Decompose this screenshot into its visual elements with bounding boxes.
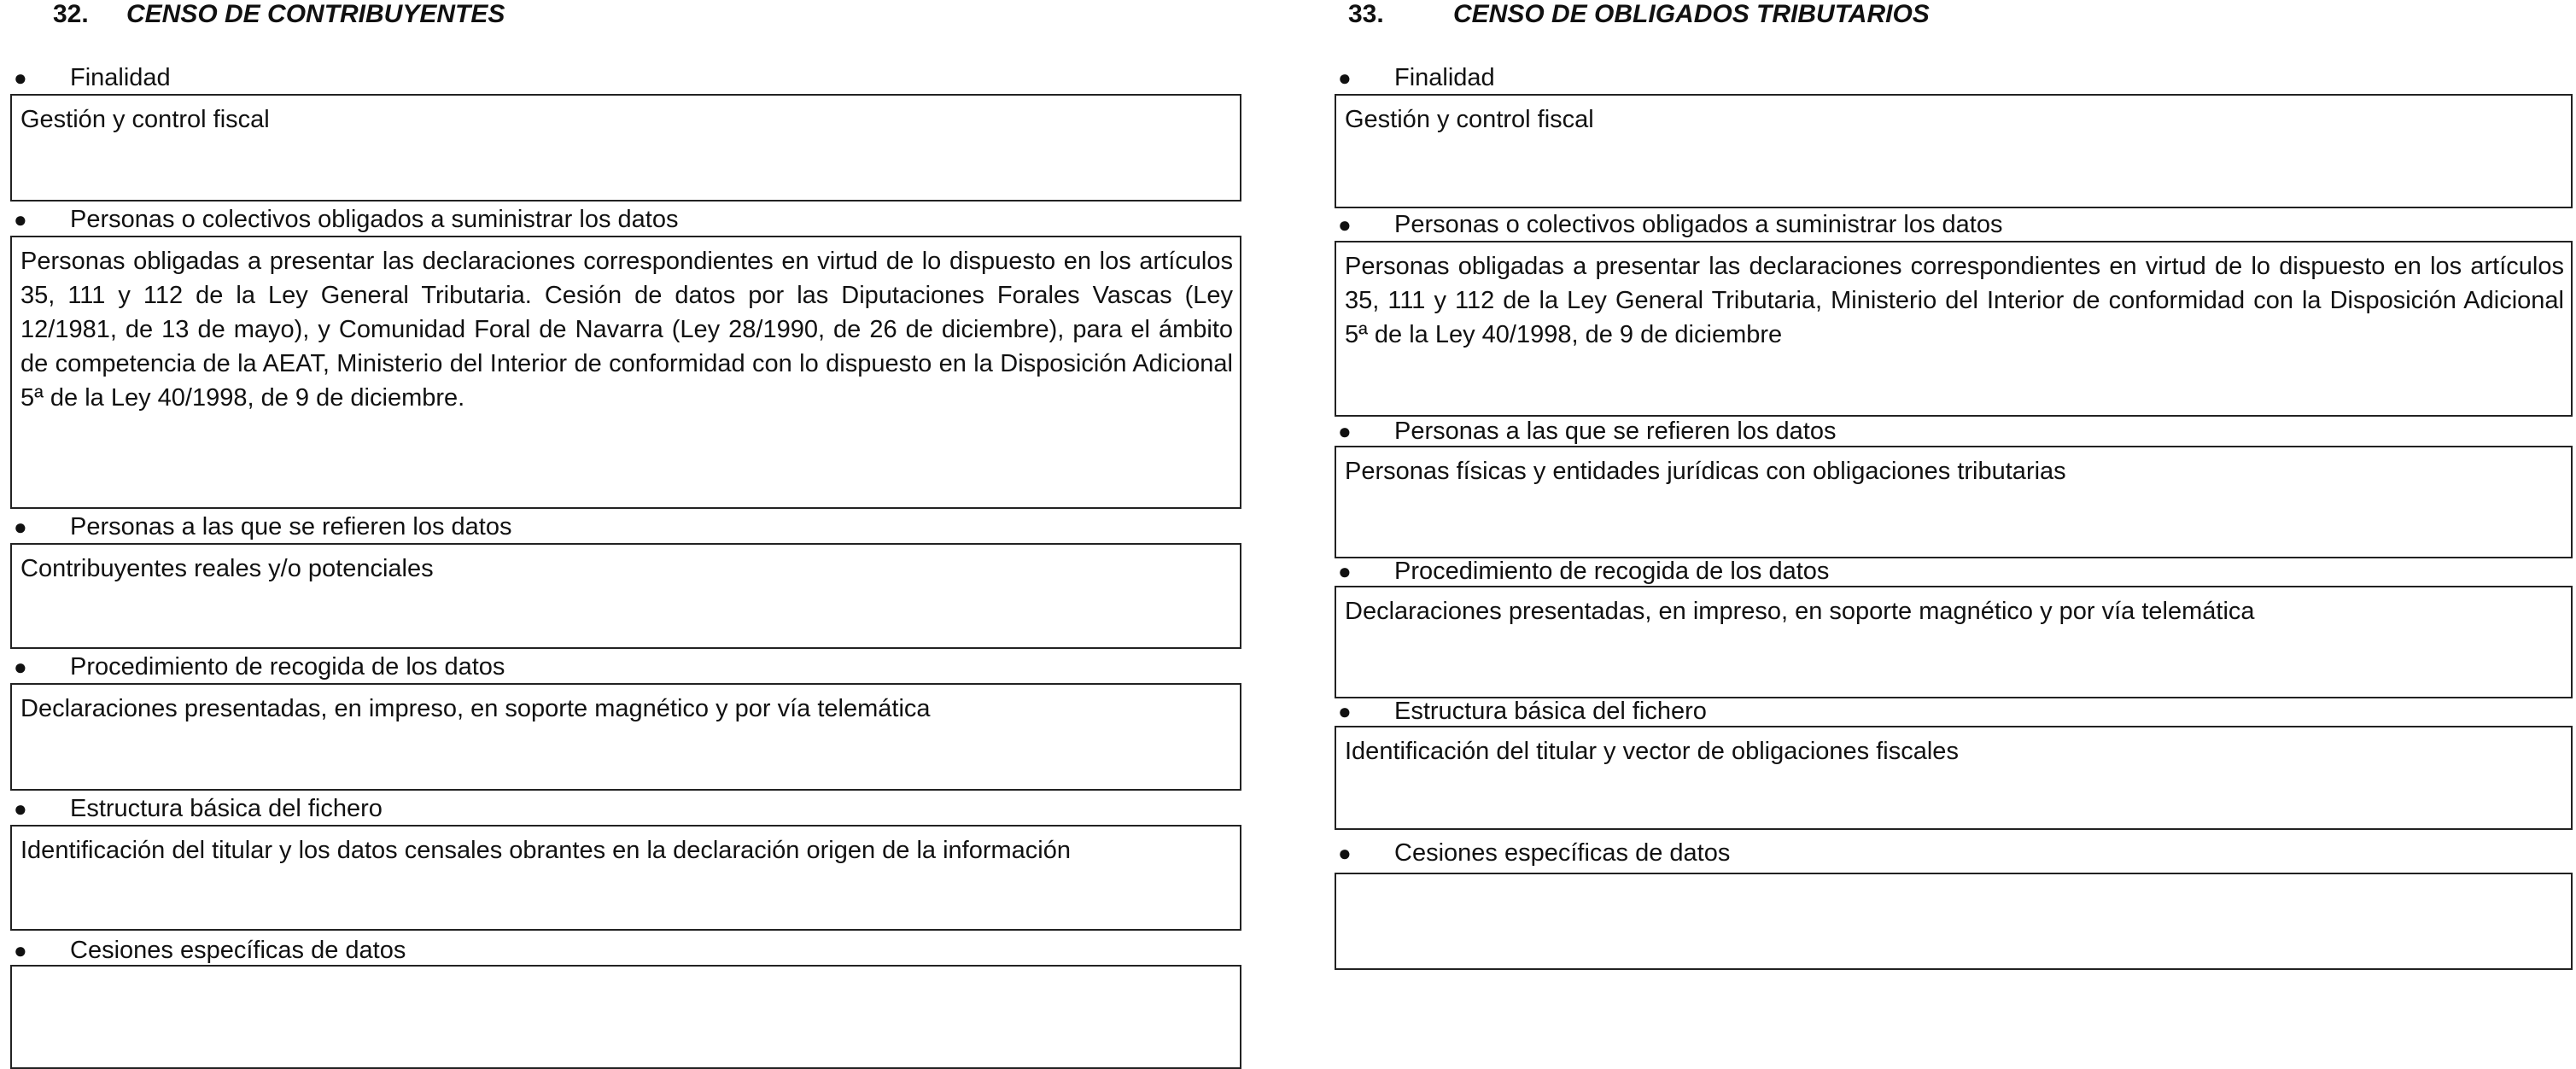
field-value: Identificación del titular y los datos censales obrantes en la declaración origen de la información [20,837,1071,864]
field-box-estructura [10,825,1241,931]
bullet-icon: ● [1338,698,1352,724]
field-box-procedimiento [1335,586,2573,698]
bullet-icon: ● [1338,212,1352,237]
field-value: Personas obligadas a presentar las declaraciones correspondientes en virtud de lo dispuesto en los artículos 35, 111 y 112 de la Ley General Tributaria, Ministerio del Interior de conformidad con la Disposición Adicional 5ª de la Ley 40/1998, de 9 de diciembre [1345,253,2564,348]
field-box-finalidad [10,94,1241,202]
field-value: Identificación del titular y vector de obligaciones fiscales [1345,738,1959,765]
bullet-icon: ● [14,654,27,680]
field-value: Contribuyentes reales y/o potenciales [20,555,434,582]
bullet-icon: ● [14,796,27,821]
field-value: Gestión y control fiscal [20,106,270,133]
field-box-personas [1335,446,2573,558]
field-value: Personas físicas y entidades jurídicas con obligaciones tributarias [1345,458,2066,485]
field-box-estructura [1335,726,2573,830]
bullet-icon: ● [1338,65,1352,91]
section-number: 32. [53,0,89,28]
field-box-personas [10,543,1241,649]
field-box-cesiones [10,965,1241,1069]
field-box-obligados [10,236,1241,509]
field-value: Declaraciones presentadas, en impreso, en soporte magnético y por vía telemática [1345,598,2255,625]
field-box-cesiones [1335,873,2573,970]
bullet-icon: ● [1338,558,1352,584]
bullet-icon: ● [14,65,27,91]
field-box-finalidad [1335,94,2573,208]
bullet-icon: ● [1338,418,1352,444]
field-box-obligados [1335,241,2573,417]
bullet-icon: ● [14,938,27,963]
bullet-icon: ● [14,207,27,232]
bullet-icon: ● [14,514,27,540]
field-value: Gestión y control fiscal [1345,106,1594,133]
section-number: 33. [1348,0,1384,28]
field-value: Declaraciones presentadas, en impreso, en soporte magnético y por vía telemática [20,695,931,722]
section-title: CENSO DE OBLIGADOS TRIBUTARIOS [1453,0,1930,28]
field-value: Personas obligadas a presentar las declaraciones correspondientes en virtud de lo dispuesto en los artículos 35, 111 y 112 de la Ley General Tributaria. Cesión de datos por las Diputaciones Forales Vascas (Ley 12/1981, de 13 de mayo), y Comunidad Foral de Navarra (Ley 28/1990, de 26 de diciembre), para el ámbito de competencia de la AEAT, Ministerio del Interior de conformidad con lo dispuesto en la Disposición Adicional 5ª de la Ley 40/1998, de 9 de diciembre. [20,248,1233,412]
bullet-icon: ● [1338,840,1352,866]
section-title: CENSO DE CONTRIBUYENTES [126,0,505,28]
field-box-procedimiento [10,683,1241,791]
